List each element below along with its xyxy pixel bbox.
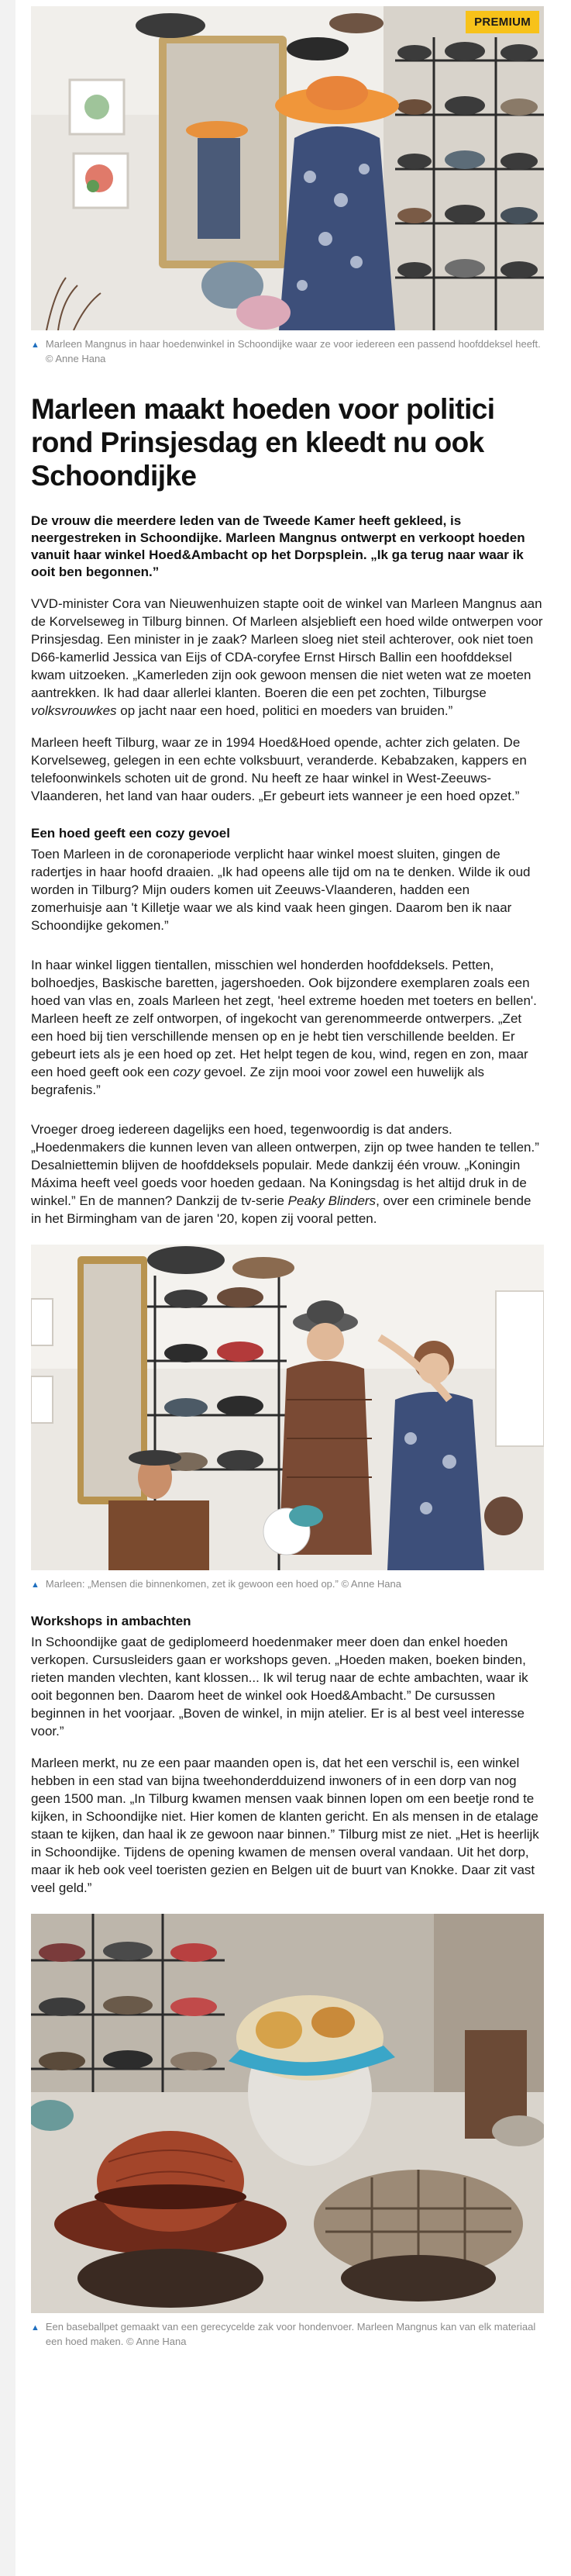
caption-triangle-icon: ▲ (31, 340, 40, 350)
caption-text: Marleen: „Mensen die binnenkomen, zet ik gewoon een hoed op.” © Anne Hana (45, 1578, 401, 1590)
article-paragraph: Marleen heeft Tilburg, waar ze in 1994 Hoed&Hoed opende, achter zich gelaten. De Korvelseweg, gelegen in een echte volksbuurt, veranderde. Kebabzaken, kappers en telefoonwinkels schoten uit de grond. Nu heeft ze haar winkel in West-Zeeuws-Vlaanderen, het land van haar ouders. „Er gebeurt iets wanneer je een hoed opzet.” (31, 735, 527, 803)
article-paragraph: Vroeger droeg iedereen dagelijks een hoed, tegenwoordig is dat anders. „Hoedenmakers die kunnen leven van alleen ontwerpen, zijn op twee handen te tellen.” Desalniettemin blijven de hoofddeksels populair. Mede dankzij één vrouw. „Koningin Máxima heeft veel goeds voor hoeden gedaan. Na Koningsdag is het altijd druk in de winkel.” En de mannen? Dankzij de tv-serie Peaky Blinders, over een criminele bende in het Birmingham van de jaren '20, kopen zij vooral petten. (31, 1122, 539, 1226)
premium-badge: PREMIUM (466, 11, 539, 33)
article-paragraph: Marleen merkt, nu ze een paar maanden open is, dat het een verschil is, een winkel hebben in een stad van bijna tweehonderdduizend inwoners of in een dorp van nog geen 1500 man. „In Tilburg kwamen mensen vaak binnen lopen om een beetje rond te kijken, in Schoondijke niet. Hier komen de klanten gericht. En als mensen in de etalage staan te kijken, dan haal ik ze gewoon naar binnen.” Tilburg mist ze niet. „Het is heerlijk in Schoondijke. Tijdens de opening kwamen de mensen overal vandaan. Uit het dorp, maar ik heb ook veel toeristen gezien en Belgen uit de buurt van Knokke. Daar zit vast veel geld.” (31, 1756, 539, 1895)
caption-triangle-icon: ▲ (31, 1580, 40, 1590)
article-page (31, 6, 544, 2349)
caption-text: Marleen Mangnus in haar hoedenwinkel in Schoondijke waar ze voor iedereen een passend hoofddeksel heeft. © Anne Hana (45, 338, 541, 364)
caps-photo-caption (31, 2313, 544, 2349)
page-left-rail (0, 0, 15, 2576)
shop-photo (31, 1245, 544, 1570)
caps-photo-image (31, 1914, 544, 2313)
article-intro: De vrouw die meerdere leden van de Tweede Kamer heeft gekleed, is neergestreken in Schoondijke. Marleen Mangnus ontwerpt en verkoopt hoeden vanuit haar winkel Hoed&Ambacht op het Dorpsplein. „Ik ga terug naar waar ik ooit ben begonnen.” (31, 513, 525, 579)
shop-photo-image (31, 1245, 544, 1570)
article-paragraph: In haar winkel liggen tientallen, misschien wel honderden hoofddeksels. Petten, bolhoedjes, Baskische baretten, jagershoeden. Ook bijzondere exemplaren zoals een hoed van vlas en, zoals Marleen het zegt, 'heel extreme hoeden met toeters en bellen'. Marleen heeft ze zelf ontworpen, of ingekocht van gerenommeerde ontwerpers. „Zet een hoed bij tien verschillende mensen op en je hebt tien verschillende beelden. Er gebeurt iets als je een hoed op zet. Het helpt tegen de kou, wind, regen en zon, maar een hoed geeft ook een cozy gevoel. Ze zijn mooi voor zowel een huwelijk als begrafenis.” (31, 958, 537, 1097)
caption-triangle-icon: ▲ (31, 2323, 40, 2333)
caps-photo (31, 1914, 544, 2313)
hero-photo-caption (31, 330, 544, 366)
hero-photo-image (31, 6, 544, 330)
article-paragraph: In Schoondijke gaat de gediplomeerd hoedenmaker meer doen dan enkel hoeden verkopen. Cursusleiders gaan er workshops geven. „Hoeden maken, boeken binden, rieten manden vlechten, kant klossen... Ik wil terug naar de echte ambachten, waar ik ooit begonnen ben. Daarom heet de winkel ook Hoed&Ambacht.” De cursussen beginnen in het voorjaar. „Boven de winkel, in mijn atelier. Er is al best veel interesse voor.” (31, 1635, 528, 1739)
article-paragraph: Toen Marleen in de coronaperiode verplicht haar winkel moest sluiten, gingen de radertjes in haar hoofd draaien. „Ik had opeens alle tijd om na te denken. Wilde ik oud worden in Tilburg? Mijn ouders komen uit Zeeuws-Vlaanderen, hadden een zomerhuisje aan 't Killetje waar we als kind vaak heen gingen. Daarom ben ik naar Schoondijke gekomen.” (31, 847, 531, 933)
article-paragraph: VVD-minister Cora van Nieuwenhuizen stapte ooit de winkel van Marleen Mangnus aan de Korvelseweg in Tilburg binnen. Of Marleen alsjeblieft een hoed wilde ontwerpen voor Prinsjesdag. Een minister in je zaak? Marleen sloeg niet steil achterover, ook niet toen D66-kamerlid Jessica van Eijs of CDA-coryfee Ernst Hirsch Ballin een hoofddeksel kwam uitzoeken. „Kamerleden zijn ook gewoon mensen die niet weten wat ze moeten aantrekken. Ik had daar allerlei klanten. Boeren die een pet zochten, Tilburgse volksvrouwkes op jacht naar een hoed, politici en moeders van bruiden.” (31, 596, 543, 718)
hero-photo (31, 6, 544, 330)
article-subheading: Workshops in ambachten (31, 1614, 191, 1628)
shop-photo-caption (31, 1570, 544, 1593)
article-headline: Marleen maakt hoeden voor politici rond Prinsjesdag en kleedt nu ook Schoondijke (31, 393, 495, 492)
caption-text: Een baseballpet gemaakt van een gerecycelde zak voor hondenvoer. Marleen Mangnus kan van elk materiaal een hoed maken. © Anne Hana (45, 2321, 536, 2347)
article-subheading: Een hoed geeft een cozy gevoel (31, 826, 230, 841)
